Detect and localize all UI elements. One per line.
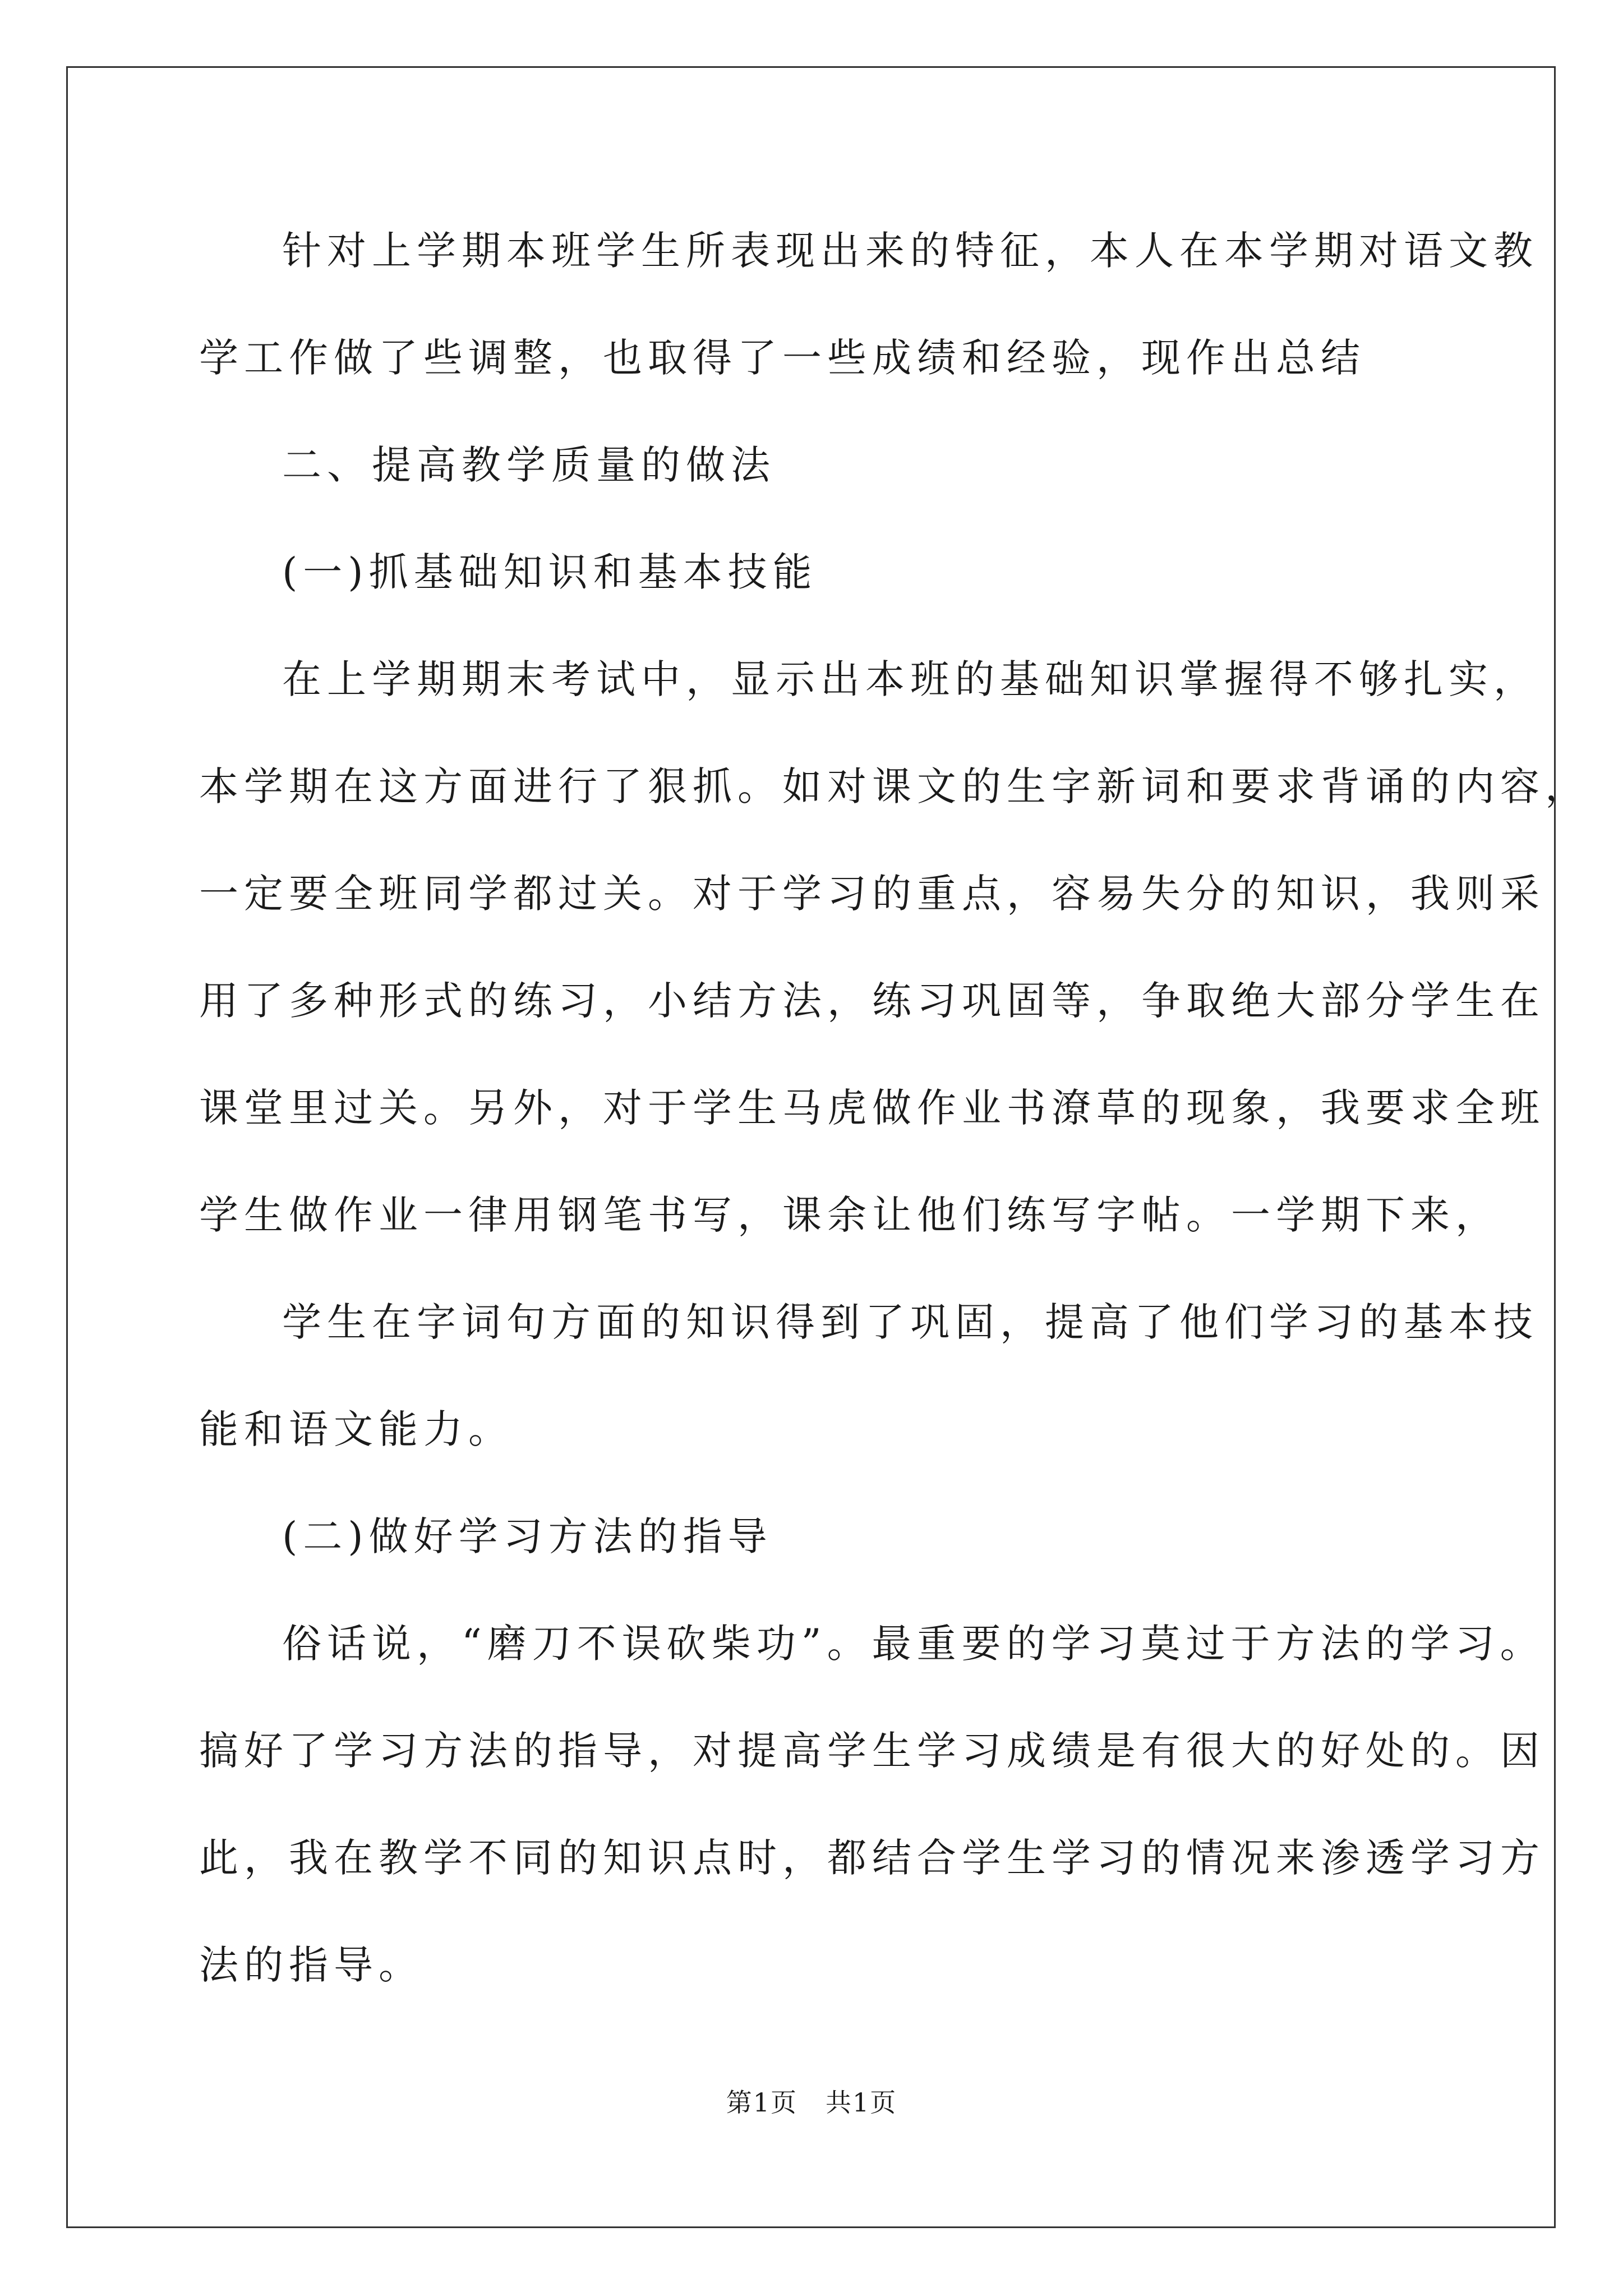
- text-line: 能和语文能力。: [199, 1406, 513, 1452]
- text-line: 学生做作业一律用钢笔书写，课余让他们练写字帖。一学期下来，: [199, 1192, 1500, 1238]
- document-body: [199, 220, 1590, 2041]
- text-line: 俗话说，“磨刀不误砍柴功”。最重要的学习莫过于方法的学习。: [282, 1621, 1545, 1667]
- text-line: 用了多种形式的练习，小结方法，练习巩固等，争取绝大部分学生在: [199, 978, 1545, 1024]
- text-line: 一定要全班同学都过关。对于学习的重点，容易失分的知识，我则采: [199, 871, 1545, 917]
- page-number: 第1页: [726, 2087, 797, 2118]
- text-line: 课堂里过关。另外，对于学生马虎做作业书潦草的现象，我要求全班: [199, 1085, 1545, 1131]
- text-line: 在上学期期末考试中，显示出本班的基础知识掌握得不够扎实，: [282, 656, 1538, 702]
- text-line: 针对上学期本班学生所表现出来的特征，本人在本学期对语文教: [282, 228, 1538, 274]
- text-line: 学生在字词句方面的知识得到了巩固，提高了他们学习的基本技: [282, 1299, 1538, 1345]
- text-line: 法的指导。: [199, 1942, 423, 1988]
- section-heading: 二、提高教学质量的做法: [282, 442, 776, 488]
- page-footer: [0, 2086, 1623, 2119]
- text-line: 本学期在这方面进行了狠抓。如对课文的生字新词和要求背诵的内容，: [199, 763, 1590, 809]
- text-line: 学工作做了些调整，也取得了一些成绩和经验，现作出总结: [199, 335, 1366, 381]
- subsection-heading: (一)抓基础知识和基本技能: [282, 549, 818, 595]
- subsection-heading: (二)做好学习方法的指导: [282, 1513, 773, 1559]
- text-line: 此，我在教学不同的知识点时，都结合学生学习的情况来渗透学习方: [199, 1835, 1545, 1881]
- text-line: 搞好了学习方法的指导，对提高学生学习成绩是有很大的好处的。因: [199, 1728, 1545, 1774]
- page-total: 共1页: [826, 2087, 897, 2118]
